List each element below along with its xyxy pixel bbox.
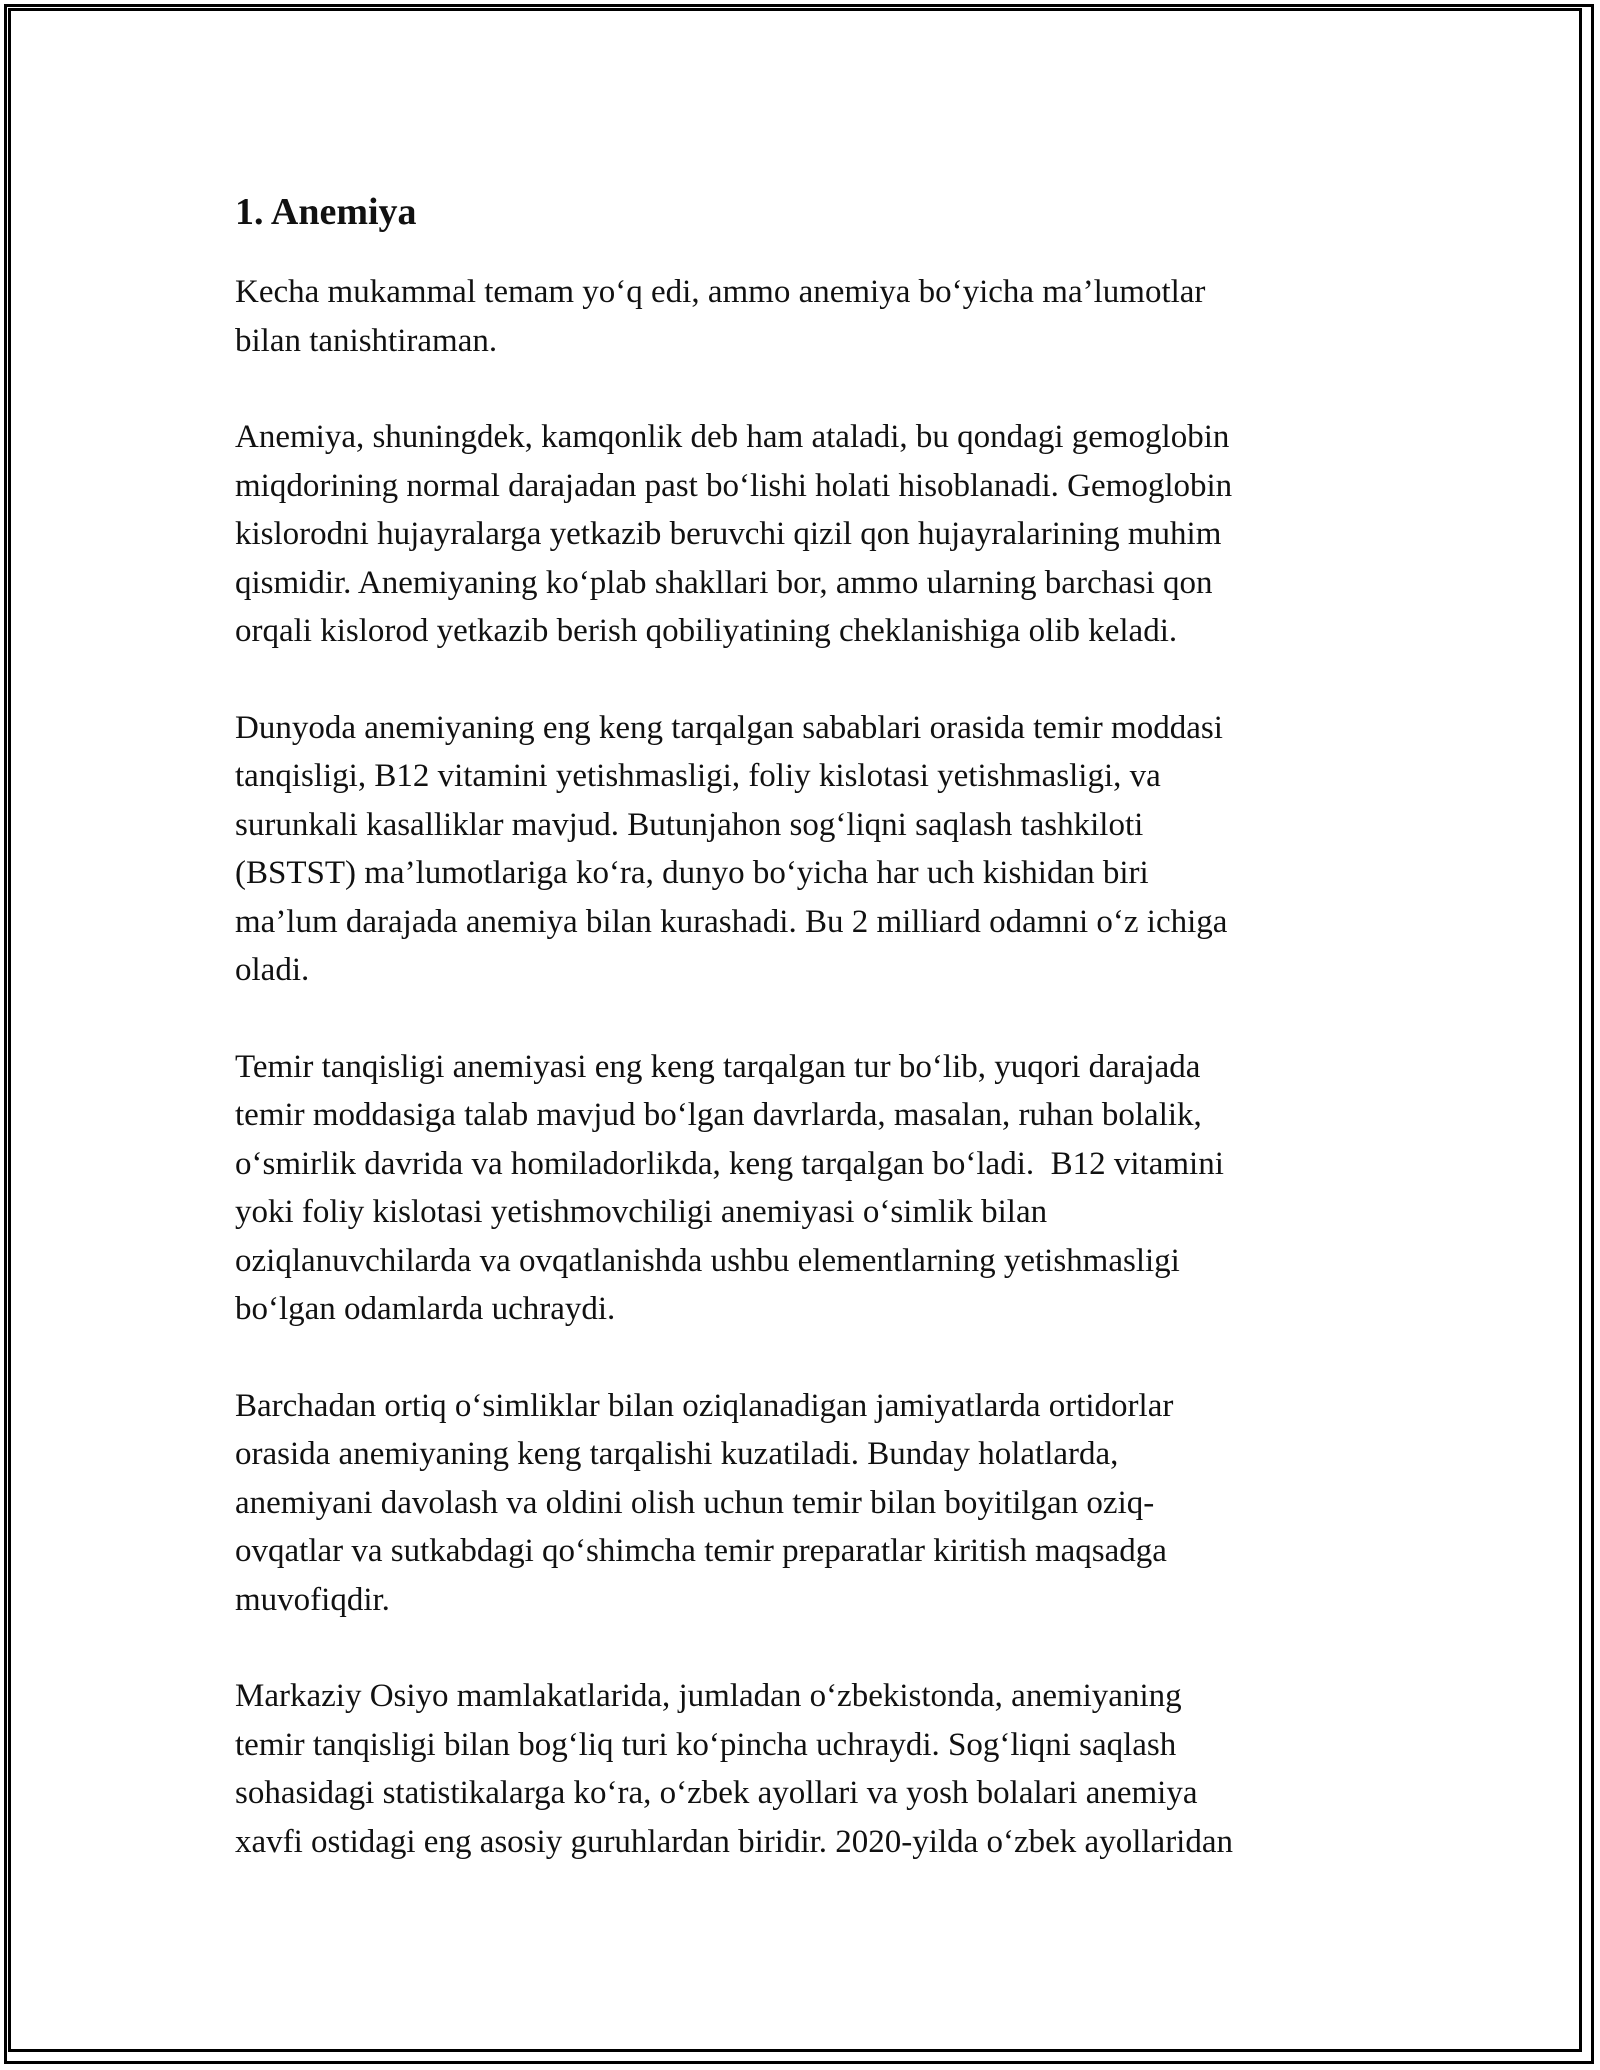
paragraph-intro: Kecha mukammal temam yo‘q edi, ammo anemiya bo‘yicha ma’lumotlar bilan tanishtiraman.: [235, 274, 1206, 359]
paragraph-central-asia: Markaziy Osiyo mamlakatlarida, jumladan o‘zbekistonda, anemiyaning temir tanqisligi bilan bog‘liq turi ko‘pincha uchraydi. Sog‘liqni saqlash sohasidagi statistikalarga ko‘ra, o‘zbek ayollari va yosh bolalari anemiya xavfi ostidagi eng asosiy guruhlardan biridir. 2020-yilda o‘zbek ayollaridan: [235, 1678, 1233, 1860]
section-heading: 1. Anemiya: [235, 191, 417, 233]
paragraph-definition: Anemiya, shuningdek, kamqonlik deb ham ataladi, bu qondagi gemoglobin miqdorining normal darajadan past bo‘lishi holati hisoblanadi. Gemoglobin kislorodni hujayralarga yetkazib beruvchi qizil qon hujayralarining muhim qismidir. Anemiyaning ko‘plab shakllari bor, ammo ularning barchasi qon orqali kislorod yetkazib berish qobiliyatining cheklanishiga olib keladi.: [235, 419, 1233, 649]
paragraph-iron-deficiency: Temir tanqisligi anemiyasi eng keng tarqalgan tur bo‘lib, yuqori darajada temir moddasiga talab mavjud bo‘lgan davrlarda, masalan, ruhan bolalik, o‘smirlik davrida va homiladorlikda, keng tarqalgan bo‘ladi. B12 vitamini yoki foliy kislotasi yetishmovchiligi anemiyasi o‘simlik bilan oziqlanuvchilarda va ovqatlanishda ushbu elementlarning yetishmasligi bo‘lgan odamlarda uchraydi.: [235, 1048, 1224, 1327]
document-body: [235, 186, 1365, 1914]
paragraph-causes: Dunyoda anemiyaning eng keng tarqalgan sabablari orasida temir moddasi tanqisligi, B12 vitamini yetishmasligi, foliy kislotasi yetishmasligi, va surunkali kasalliklar mavjud. Butunjahon sog‘liqni saqlash tashkiloti (BSTST) ma’lumotlariga ko‘ra, dunyo bo‘yicha har uch kishidan biri ma’lum darajada anemiya bilan kurashadi. Bu 2 milliard odamni o‘z ichiga oladi.: [235, 709, 1228, 988]
paragraph-prevention: Barchadan ortiq o‘simliklar bilan oziqlanadigan jamiyatlarda ortidorlar orasida anemiyaning keng tarqalishi kuzatiladi. Bunday holatlarda, anemiyani davolash va oldini olish uchun temir bilan boyitilgan oziq- ovqatlar va sutkabdagi qo‘shimcha temir preparatlar kiritish maqsadga muvofiqdir.: [235, 1387, 1174, 1618]
